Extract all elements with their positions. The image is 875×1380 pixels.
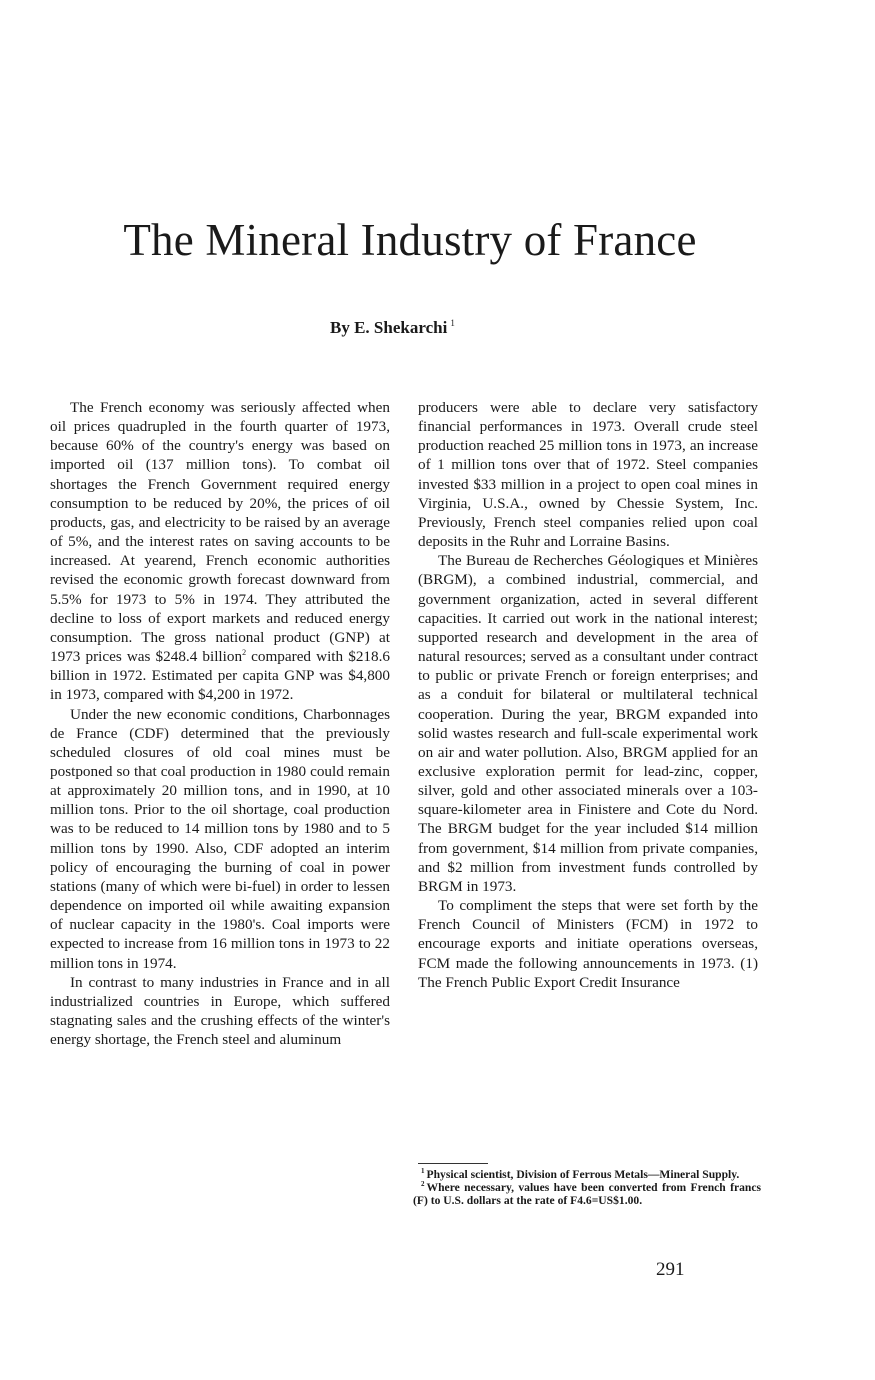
author-name: By E. Shekarchi [330, 318, 448, 337]
footnote-2-text: Where necessary, values have been converted from French francs (F) to U.S. dollars at the rate of F4.6=US$1.00. [413, 1181, 761, 1207]
footnote-2-mark: 2 [421, 1180, 425, 1189]
paragraph-economy [50, 398, 390, 705]
footnote-1-text: Physical scientist, Division of Ferrous Metals—Mineral Supply. [426, 1168, 740, 1181]
paragraph-steel-continued: producers were able to declare very satisfactory financial performances in 1973. Overall crude steel production reached 25 million tons in 1973, an increase of 1 million tons over that of 1972. Steel companies invested $33 million in a project to open coal mines in Virginia, U.S.A., owned by Chessie System, Inc. Previously, French steel companies relied upon coal deposits in the Ruhr and Lorraine Basins. [418, 399, 758, 551]
byline-footnote-mark: 1 [450, 318, 455, 329]
footnote-1-mark: 1 [421, 1167, 425, 1176]
footnote-reference-2: 2 [242, 647, 247, 657]
right-column [418, 398, 758, 992]
paragraph-steel-intro: In contrast to many industries in France and in all industrialized countries in Europe, which suffered stagnating sales and the crushing effects of the winter's energy shortage, the French steel and aluminum [50, 973, 390, 1049]
page-title: The Mineral Industry of France [123, 215, 697, 265]
left-column [50, 398, 390, 1049]
paragraph-brgm: The Bureau de Recherches Géologiques et Minières (BRGM), a combined industrial, commercial, and government organization, acted in several different capacities. It carried out work in the national interest; supported research and development in the area of natural resources; served as a consultant under contract to public or private French or foreign enterprises; and as a conduit for bilateral or multilateral technical cooperation. During the year, BRGM expanded into solid wastes research and full-scale experimental work on air and water pollution. Also, BRGM applied for an exclusive exploration permit for lead-zinc, copper, silver, gold and other associated minerals over a 103-square-kilometer area in Finistere and Cote du Nord. The BRGM budget for the year included $14 million from government, $14 million from private companies, and $2 million from investment funds controlled by BRGM in 1973. [418, 552, 758, 895]
page-number: 291 [656, 1259, 685, 1280]
footnotes [413, 1168, 761, 1207]
paragraph-coal: Under the new economic conditions, Charbonnages de France (CDF) determined that the previously scheduled closures of old coal mines must be postponed so that coal production in 1980 could remain at approximately 20 million tons, and in 1990, at 10 million tons. Prior to the oil shortage, coal production was to be reduced to 14 million tons by 1980 and to 5 million tons by 1990. Also, CDF adopted an interim policy of encouraging the burning of coal in power stations (many of which were bi-fuel) in order to lessen dependence on imported oil while awaiting expansion of nuclear capacity in the 1980's. Coal imports were expected to increase from 16 million tons in 1973 to 22 million tons in 1974. [50, 705, 390, 972]
byline [330, 318, 455, 338]
paragraph-fcm: To compliment the steps that were set forth by the French Council of Ministers (FCM) in 1972 to encourage exports and initiate operations overseas, FCM made the following announcements in 1973. (1) The French Public Export Credit Insurance [418, 897, 758, 991]
footnote-2 [413, 1181, 761, 1207]
paragraph-economy-text-a: The French economy was seriously affected when oil prices quadrupled in the fourth quarter of 1973, because 60% of the country's energy was based on imported oil (137 million tons). To combat oil shortages the French Government required energy consumption to be reduced by 20%, the prices of oil products, gas, and electricity to be raised by an average of 5%, and the interest rates on saving accounts to be increased. At yearend, French economic authorities revised the economic growth forecast downward from 5.5% for 1973 to 5% in 1974. They attributed the decline to loss of export markets and reduced energy consumption. The gross national product (GNP) at 1973 prices was $248.4 billion [50, 399, 390, 666]
footnote-1 [413, 1168, 761, 1181]
paragraph-economy-text-b: compared with $218.6 billion in 1972. Estimated per capita GNP was $4,800 in 1973, compared with $4,200 in 1972. [50, 648, 390, 704]
footnote-divider [418, 1163, 488, 1164]
